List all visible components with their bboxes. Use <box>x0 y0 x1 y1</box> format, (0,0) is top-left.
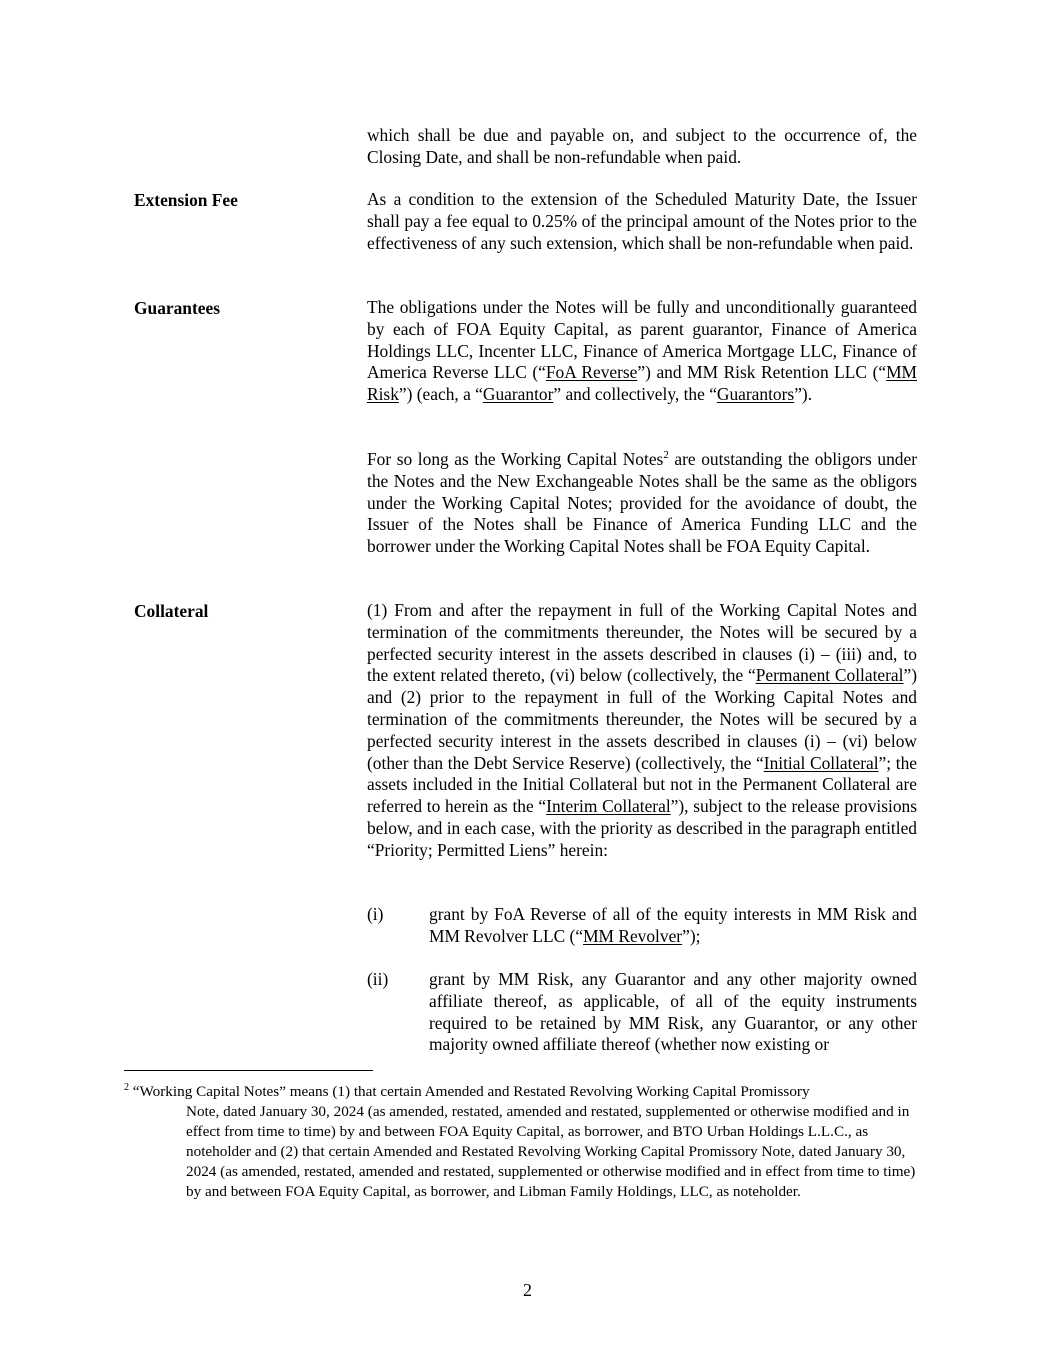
collateral-paragraph <box>367 600 917 862</box>
extension-fee-label: Extension Fee <box>134 190 238 210</box>
defined-term-mm-revolver: MM Revolver <box>583 925 683 946</box>
footnote-body: Note, dated January 30, 2024 (as amended, restated, amended and restated, supplemented or otherwise modified and in effect from time to time) by and between FOA Equity Capital, as borrower, and BTO Urban Holdings L.L.C., as noteholder and (2) that certain Amended and Restated Revolving Working Capital Promissory Note, dated January 30, 2024 (as amended, restated, amended and restated, supplemented or otherwise modified and in effect from time to time) by and between FOA Equity Capital, as borrower, and Libman Family Holdings, LLC, as noteholder. <box>186 1102 916 1200</box>
footnote <box>124 1082 922 1201</box>
text-run: The obligations under the Notes will be fully and unconditionally guaranteed by each of FOA Equity Capital, as parent guarantor, Finance of America Holdings LLC, Incenter LLC, Finance of America Mortgage LLC, Finance of America Reverse LLC (“ <box>367 297 917 383</box>
continuation-text: which shall be due and payable on, and subject to the occurrence of, the Closing Date, and shall be non-refundable when paid. <box>367 125 917 167</box>
list-item-number: (ii) <box>367 969 389 989</box>
list-item-number: (i) <box>367 904 384 924</box>
guarantees-paragraph-2 <box>367 449 917 558</box>
defined-term-mm-risk: MM Risk <box>367 362 918 405</box>
text-run: ”) and (2) prior to the repayment in full of the Working Capital Notes and termination of the commitments thereunder, the Notes will be secured by a perfected security interest in the assets described in clauses (i) – (vi) below (other than the Debt Service Reserve) (collectively, the “ <box>367 665 917 773</box>
text-run: ”); <box>682 925 701 946</box>
footnote-mark: 2 <box>124 1081 129 1093</box>
text-run: grant by FoA Reverse of all of the equity interests in MM Risk and MM Revolver LLC (“ <box>429 904 917 946</box>
defined-term-initial-collateral: Initial Collateral <box>763 752 879 773</box>
text-run: ”) (each, a “ <box>398 384 483 405</box>
defined-term-guarantor: Guarantor <box>482 384 554 405</box>
text-run: For so long as the Working Capital Notes <box>367 449 664 469</box>
list-item-text: grant by MM Risk, any Guarantor and any other majority owned affiliate thereof, as applicable, of all of the equity instruments required to be retained by MM Risk, any Guarantor, or any other majority owned affiliate thereof (whether now existing or <box>429 969 917 1055</box>
list-item-text <box>429 904 917 948</box>
defined-term-guarantors: Guarantors <box>716 384 795 405</box>
defined-term-foa-reverse: FoA Reverse <box>545 362 638 383</box>
text-run: ”; the assets included in the Initial Collateral but not in the Permanent Collateral are referred to herein as the “ <box>367 752 917 817</box>
text-run: ”), subject to the release provisions below, and in each case, with the priority as described in the paragraph entitled “Priority; Permitted Liens” herein: <box>367 796 917 860</box>
guarantees-paragraph-1 <box>367 297 917 406</box>
text-run: ”). <box>794 384 813 405</box>
extension-fee-text: As a condition to the extension of the Scheduled Maturity Date, the Issuer shall pay a fee equal to 0.25% of the principal amount of the Notes prior to the effectiveness of any such extension, which shall be non-refundable when paid. <box>367 189 917 253</box>
guarantees-label: Guarantees <box>134 298 220 318</box>
footnote-separator <box>124 1070 373 1071</box>
footnote-first-line <box>124 1082 922 1102</box>
text-run: are outstanding the obligors under the Notes and the New Exchangeable Notes shall be the same as the obligors under the Working Capital Notes; provided for the avoidance of doubt, the Issuer of the Notes shall be Finance of America Funding LLC and the borrower under the Working Capital Notes shall be FOA Equity Capital. <box>367 449 917 557</box>
extension-fee-paragraph <box>367 189 917 254</box>
text-run: ”) and MM Risk Retention LLC (“ <box>637 362 887 383</box>
text-run: ” and collectively, the “ <box>553 384 717 405</box>
footnote-reference[interactable]: 2 <box>663 449 669 462</box>
continuation-paragraph <box>367 125 917 169</box>
collateral-label: Collateral <box>134 601 209 621</box>
text-run: “Working Capital Notes” means (1) that certain Amended and Restated Revolving Working Capital Promissory <box>129 1083 810 1100</box>
defined-term-interim-collateral: Interim Collateral <box>546 796 671 817</box>
text-run: (1) From and after the repayment in full of the Working Capital Notes and termination of the commitments thereunder, the Notes will be secured by a perfected security interest in the assets described in clauses (i) – (iii) and, to the extent related thereto, (vi) below (collectively, the “ <box>367 600 917 686</box>
defined-term-permanent-collateral: Permanent Collateral <box>755 665 904 686</box>
page-number: 2 <box>523 1280 532 1300</box>
